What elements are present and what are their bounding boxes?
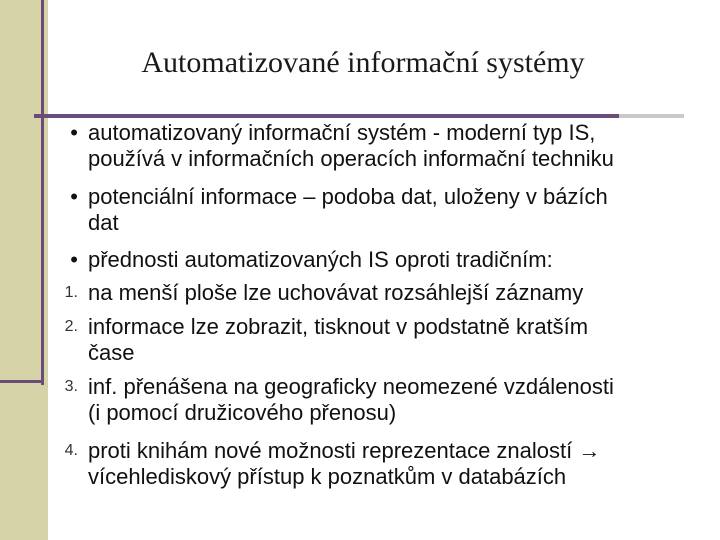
number-marker: 4. xyxy=(64,442,78,459)
numbered-text-line: inf. přenášena na geograficky neomezené vzdálenosti xyxy=(88,374,614,399)
number-marker: 3. xyxy=(64,378,78,395)
numbered-text-line: vícehlediskový přístup k poznatkům v databázích xyxy=(88,464,567,489)
bullet-text-line: automatizovaný informační systém - moderní typ IS, xyxy=(88,120,596,145)
number-marker: 2. xyxy=(64,318,78,335)
number-marker: 1. xyxy=(64,284,78,301)
bullet-marker: • xyxy=(70,247,78,272)
bullet-text-line: přednosti automatizovaných IS oproti tradičním: xyxy=(88,247,553,272)
title-underline-rule xyxy=(34,114,684,118)
bullet-text-line: dat xyxy=(88,210,119,235)
bullet-marker: • xyxy=(70,120,78,145)
bullet-text-line: potenciální informace – podoba dat, uloženy v bázích xyxy=(88,184,608,209)
numbered-text-line: (i pomocí družicového přenosu) xyxy=(88,400,397,425)
slide-title: Automatizované informační systémy xyxy=(141,46,585,79)
numbered-text-line: informace lze zobrazit, tisknout v podstatně kratším xyxy=(88,314,589,339)
numbered-text-line: na menší ploše lze uchovávat rozsáhlejší záznamy xyxy=(88,280,584,305)
numbered-text-line: čase xyxy=(88,340,135,365)
bullet-text-line: používá v informačních operacích informační techniku xyxy=(88,146,614,171)
bullet-marker: • xyxy=(70,184,78,209)
numbered-text-line: proti knihám nové možnosti reprezentace znalostí → xyxy=(88,438,601,463)
